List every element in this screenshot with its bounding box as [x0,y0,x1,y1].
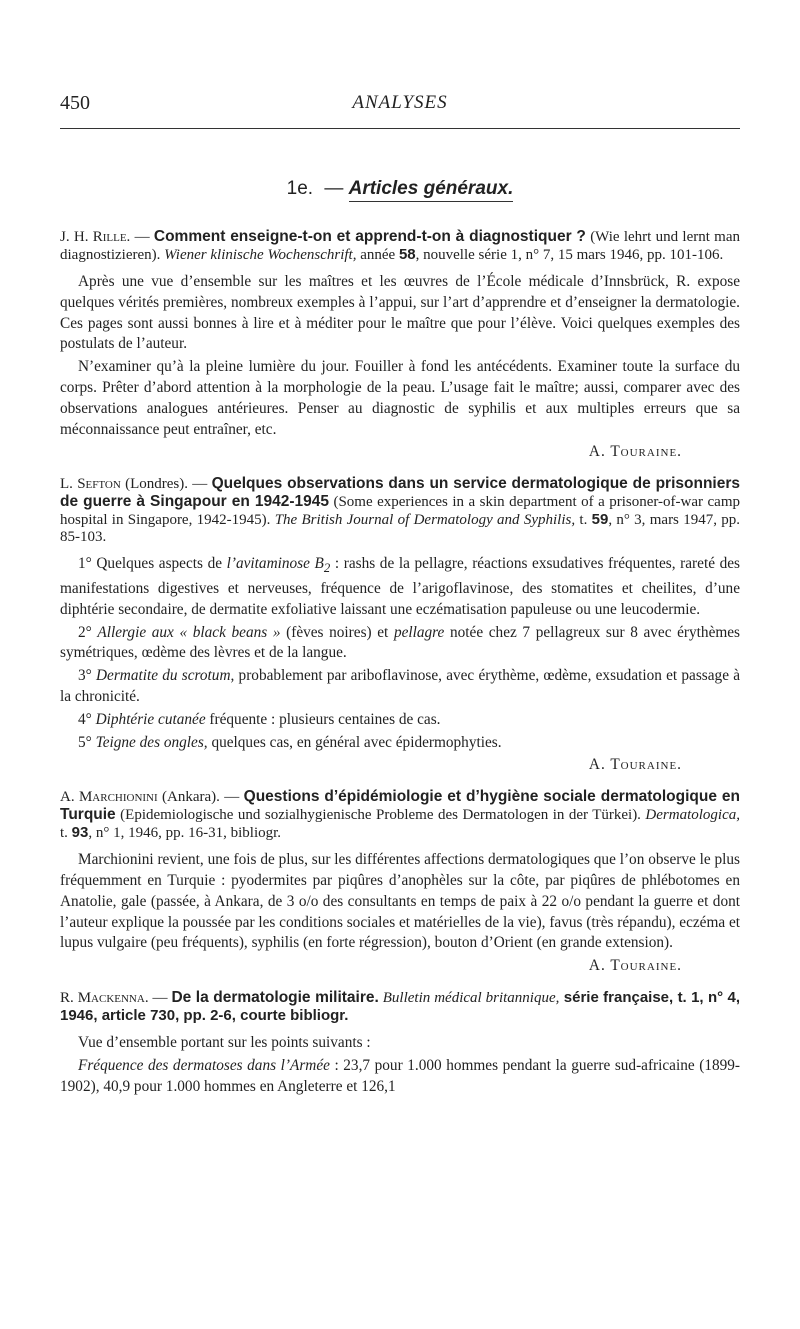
review-entry [60,989,740,1097]
review-entry [60,475,740,776]
paragraph: Vue d’ensemble portant sur les points suivants : [78,1033,371,1051]
list-item: 3° Dermatite du scrotum, probablement par ariboflavinose, avec érythème, œdème, exsudation et passage à la chronicité. [60,667,741,705]
review-entry [60,228,740,463]
paragraph: Après une vue d’ensemble sur les maîtres et les œuvres de l’École médicale d’Innsbrück, R. expose quelques vérités premières, nombreux exemples à l’appui, sur l’art d’apprendre et d’enseigner la dermatologie. Ces pages sont aussi bonnes à lire et à méditer pour le maître que pour l’élève. Voici quelques exemples des postulats de l’auteur. [60,273,740,353]
volume: 59 [591,511,609,529]
signature: A. Touraine. [588,957,682,975]
paragraph: Fréquence des dermatoses dans l’Armée : 23,7 pour 1.000 hommes pendant la guerre sud-africaine (1899-1902), 40,9 pour 1.000 hommes en Angleterre et 126,1 [60,1056,741,1095]
section-dash: — [324,178,344,199]
citation-details: série française, t. 1, n° 4, 1946, article 730, pp. 2-6, courte bibliogr. [60,988,741,1024]
page-header [60,92,740,122]
author: R. Mackenna. [60,989,149,1006]
section-heading: Articles généraux. [349,178,514,202]
citation: R. Mackenna. — De la dermatologie militaire. Bulletin médical britannique, série française, t. 1, n° 4, 1946, article 730, pp. 2-6, courte bibliogr. [60,988,741,1024]
article-title: Comment enseigne-t-on et apprend-t-on à diagnostiquer ? [153,228,586,245]
volume: 93 [71,824,89,842]
author: A. Marchionini [60,789,158,806]
author: L. Sefton [60,476,121,493]
citation-details: , n° 1, 1946, pp. 16-31, bibliogr. [88,825,282,842]
page-number: 450 [60,92,90,114]
running-head: ANALYSES [352,92,448,113]
article-body [60,228,740,1109]
list-item: 2° Allergie aux « black beans » (fèves noires) et pellagre notée chez 7 pellagreux sur 8 avec érythèmes symétriques, œdème des lèvres et de la langue. [60,623,741,662]
journal: The British Journal of Dermatology and Syphilis, [274,512,576,529]
journal: Dermatologica, [645,807,740,824]
citation-details: , nouvelle série 1, n° 7, 15 mars 1946, pp. 101-106. [415,247,724,263]
volume: 58 [398,246,416,263]
paragraph: Marchionini revient, une fois de plus, sur les différentes affections dermatologiques que l’on observe le plus fréquemment en Turquie : pyodermites par piqûres d’anophèles sur la côte, par piqûres de phlébotomes en Anatolie, gale (passée, à Ankara, de 3 o/o des consultants en temps de paix à 22 o/o pendant la guerre et dont l’auteur explique la poussée par les conditions sociales et matérielles de la vie), favus (très répandu), eczéma et lupus vulgaire (peu fréquents), syphilis (en forte régression), bouton d’Orient (en grande extension). [60,851,741,952]
original-title: (Some experiences in a skin department of a prisoner-of-war camp hospital in Singapore, 1942-1945). [60,494,740,529]
original-title: (Epidemiologische und sozialhygienische Probleme des Dermatologen in der Türkei). [115,807,646,824]
journal: Wiener klinische Wochenschrift, [164,247,357,263]
header-rule [60,128,740,129]
citation: L. Sefton (Londres). — Quelques observations dans un service dermatologique de prisonniers de guerre à Singapour en 1942-1945 (Some experiences in a skin department of a prisoner-of-war camp hospital in Singapore, 1942-1945). The British Journal of Dermatology and Syphilis, t. 59, n° 3, mars 1947, pp. 85-103. [60,475,741,546]
list-item: 4° Diphtérie cutanée fréquente : plusieurs centaines de cas. [78,710,441,728]
original-title: (Wie lehrt und lernt man diagnostizieren). [60,229,740,263]
review-entry [60,788,740,977]
section-number: 1e. [286,178,314,199]
citation: A. Marchionini (Ankara). — Questions d’épidémiologie et d’hygiène sociale dermatologique en Turquie (Epidemiologische und sozialhygienische Probleme des Dermatologen in der Türkei). Dermatologica, t. 93, n° 1, 1946, pp. 16-31, bibliogr. [60,788,740,842]
journal: Bulletin médical britannique, [382,989,560,1006]
article-title: Questions d’épidémiologie et d’hygiène sociale dermatologique en Turquie [60,788,740,824]
article-title: Quelques observations dans un service dermatologique de prisonniers de guerre à Singapour en 1942-1945 [60,475,741,511]
article-title: De la dermatologie militaire. [171,988,379,1006]
section-title [60,178,740,200]
author: J. H. Rille. [60,229,131,245]
list-item: 1° Quelques aspects de l’avitaminose $B_2$ : rashs de la pellagre, réactions exsudatives fréquentes, rareté des manifestations digestives et nerveuses, fréquence de l’arigoflavinose, des stomatites et cheilites, d’une diphtérie secondaire, de dermatite exfoliative laissant une eczématisation papuleuse ou une leucodermie. [60,555,740,618]
signature: A. Touraine. [588,756,682,774]
paragraph: N’examiner qu’à la pleine lumière du jour. Fouiller à fond les antécédents. Examiner toute la surface du corps. Prêter d’abord attention à la morphologie de la peau. L’usage fait le maître; aussi, comparer avec des observations analogues antérieures. Penser au diagnostic de syphilis et aux multiples erreurs que sa méconnaissance peut entraîner, etc. [60,358,740,438]
signature: A. Touraine. [588,443,682,461]
citation: J. H. Rille. — Comment enseigne-t-on et apprend-t-on à diagnostiquer ? (Wie lehrt und lernt man diagnostizieren). Wiener klinische Wochenschrift, année 58, nouvelle série 1, n° 7, 15 mars 1946, pp. 101-106. [60,228,740,263]
list-item: 5° Teigne des ongles, quelques cas, en général avec épidermophyties. [78,733,502,751]
citation-details: , n° 3, mars 1947, pp. 85-103. [60,512,741,546]
